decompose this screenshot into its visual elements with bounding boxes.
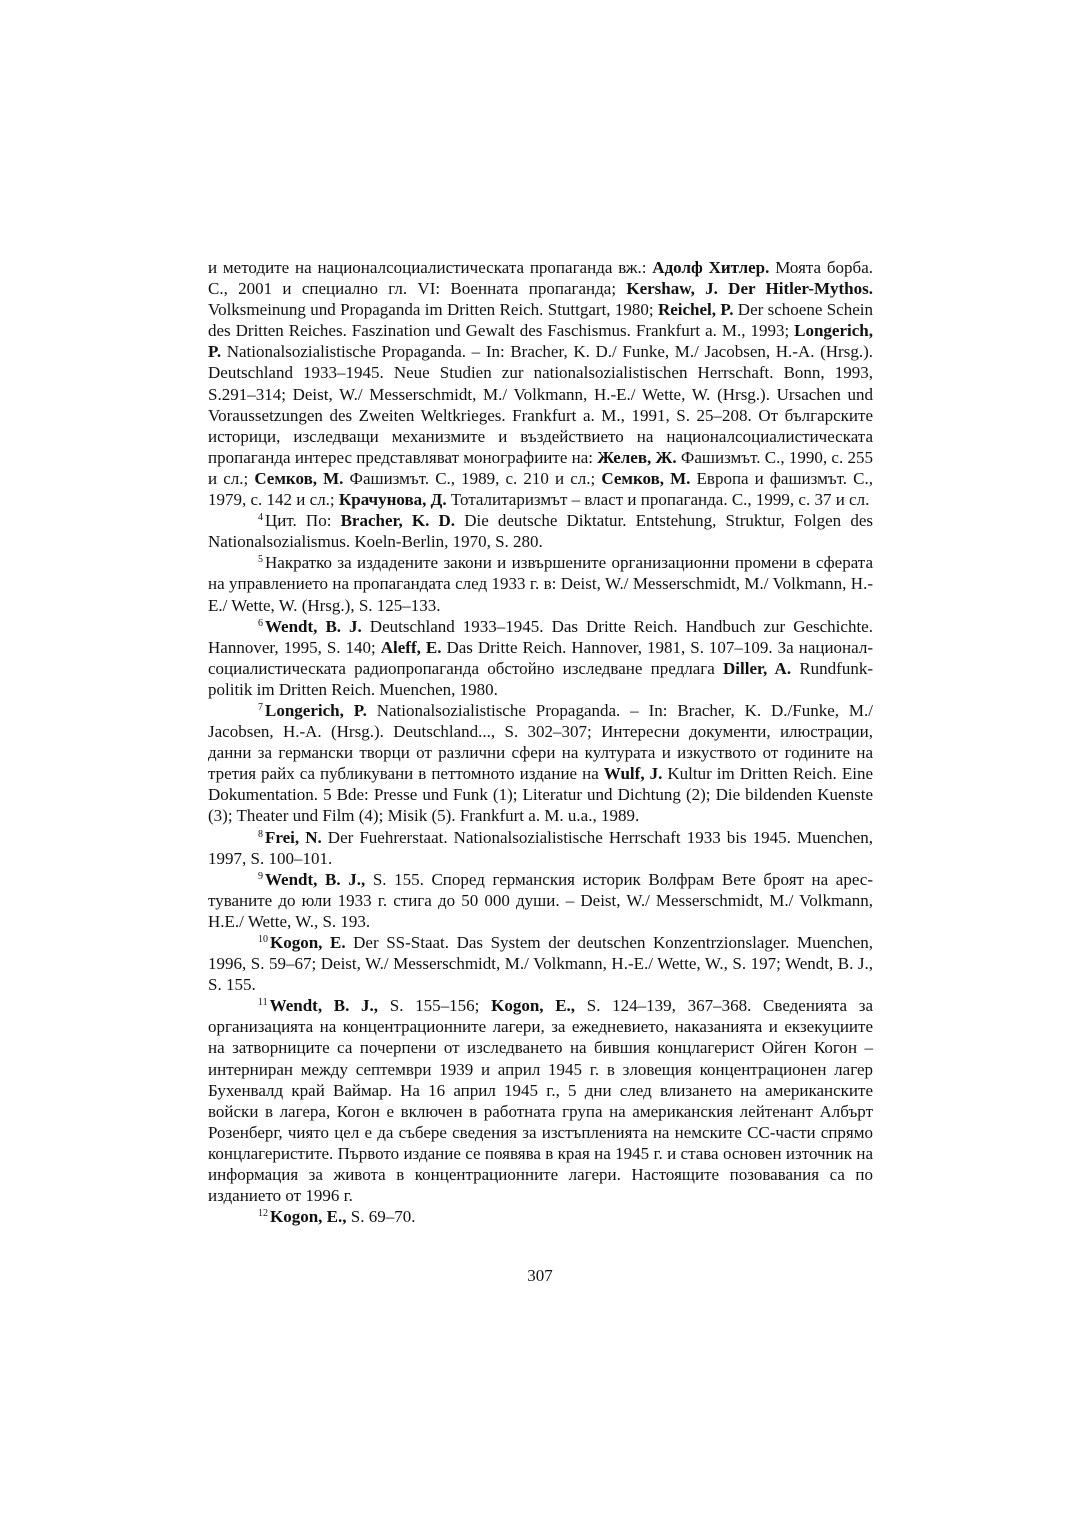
footnote-text: Nationalsozialistische Propaganda. – In: Bracher, K. D./Funke, M./ Jacobsen, H.-A. (Hrsg.). Deutschland..., S. 302–307; Интересни документи, илюстрации, данни за германски творци от различни сфери на културата и изкуството от годините на третия райх са публикувани в петтомното издание на (208, 700, 873, 784)
footnote-number: 12 (258, 1208, 268, 1220)
footnote-12 (208, 1206, 873, 1227)
footnote-text: Тоталитаризмът – власт и пропаганда. С., 1999, с. 37 и сл. (446, 490, 870, 510)
citation-author: Желев, Ж. (597, 447, 677, 467)
footnote-5 (208, 552, 873, 615)
footnote-text: Rundfunk-politik im Dritten Reich. Muenchen, 1980. (208, 658, 873, 699)
footnote-8 (208, 827, 873, 869)
citation-author: Wendt, B. J. (265, 616, 362, 636)
footnote-number: 4 (258, 512, 263, 524)
citation-author: Крачунова, Д. (338, 490, 447, 510)
footnote-number: 9 (258, 870, 263, 882)
citation-author: Адолф Хитлер. (652, 258, 770, 277)
citation-author: Longerich, P. (265, 700, 367, 720)
footnote-text: Европа и фашизмът. С., 1979, с. 142 и сл.; (208, 468, 874, 510)
footnote-text: Der Fuehrerstaat. Nationalsozialistische Herrschaft 1933 bis 1945. Muenchen, 1997, S. 100–101. (208, 827, 873, 868)
footnote-number: 8 (258, 828, 263, 840)
footnote-11 (208, 995, 873, 1206)
footnote-9 (208, 869, 873, 932)
citation-author: Longerich, P. (208, 321, 873, 362)
footnote-text: Kultur im Dritten Reich. Eine Dokumentation. 5 Bde: Presse und Funk (1); Literatur und Dichtung (2); Die bildenden Kuenste (3); Theater und Film (4); Misik (5). Frankfurt a. M. u.a., 1989. (208, 764, 873, 826)
footnote-text: S. 69–70. (346, 1207, 416, 1227)
page-number: 307 (527, 1266, 553, 1285)
footnote-text: и методите на националсоциалистическата пропаганда вж.: (208, 258, 653, 277)
footnote-text: Моята борба. С., 2001 и специално гл. VI: Военната пропаганда; (208, 258, 873, 299)
citation-author: Kogon, E., (270, 1207, 347, 1227)
citation-author: Wulf, J. (603, 764, 663, 784)
citation-author: Семков, М. (601, 468, 691, 488)
footnotes-block (208, 257, 873, 1227)
citation-author: Reichel, P. (657, 300, 734, 320)
citation-author: Wendt, B. J., (269, 996, 379, 1016)
footnote-text: Фашизмът. С., 1989, с. 210 и сл.; (343, 468, 602, 488)
citation-author: Bracher, K. D. (340, 511, 456, 531)
footnote-number: 11 (258, 997, 268, 1009)
footnote-text: Volksmeinung und Propaganda im Dritten Reich. Stuttgart, 1980; (208, 300, 658, 320)
footnote-text: Накратко за издадените закони и извършените организационни промени в сферата на управлението на пропагандата след 1933 г. в: Deist, W./ Messerschmidt, M./ Volkmann, H.-E./ Wette, W. (Hrsg.), S. 125–133. (208, 553, 873, 615)
citation-author: Kogon, E., (491, 996, 576, 1016)
footnote-text: S. 124–139, 367–368. Сведенията за организацията на концентрационните лагери, за ежедневието, наказанията и екзекуциите на затворниците са почерпени от изследването на бившия концлагерист Ойген Когон – интерниран между септември 1939 и април 1945 г. в зловещия концентрационен лагер Бухенвалд край Ваймар. На 16 април 1945 г., 5 дни след влизането на американските войски в лагера, Когон е включен в работната група на американския лейтенант Албърт Розенберг, чиято цел е да събере сведения за изстъпленията на немските СС-части спрямо концлагеристите. Първото издание се появява в края на 1945 г. и става основен източник на информация за живота в концентрационните лагери. Настоящите позовавания са по изданието от 1996 г. (208, 996, 873, 1206)
citation-author: Diller, A. (723, 658, 792, 678)
footnote-number: 10 (258, 934, 268, 945)
footnote-text: Der SS-Staat. Das System der deutschen Konzentrzionslager. Muenchen, 1996, S. 59–67; Deist, W./ Messerschmidt, M./ Volkmann, H.-E./ Wette, W., S. 197; Wendt, B. J., S. 155. (208, 933, 873, 995)
citation-author: Wendt, B. J., (265, 869, 366, 889)
citation-author: Семков, М. (254, 468, 344, 488)
footnote-text: S. 155. Според германския историк Волфрам Вете броят на арес-туваните до юли 1933 г. стига до 50 000 души. – Deist, W./ Messerschmidt, M./ Volkmann, H.E./ Wette, W., S. 193. (208, 869, 873, 931)
citation-author: Aleff, E. (380, 637, 442, 657)
footnote-text: Nationalsozialistische Propaganda. – In: Bracher, K. D./ Funke, M./ Jacobsen, H.-A. (Hrsg.). Deutschland 1933–1945. Neue Studien zur nationalsozialistischen Herrschaft. Bonn, 1993, S.291–314; Deist, W./ Messerschmidt, M./ Volkmann, H.-E./ Wette, W. (Hrsg.). Ursachen und Voraussetzungen des Zweiten Weltkrieges. Frankfurt a. M., 1991, S. 25–208. От българските историци, изследващи механизмите и въздействието на националсоциалистическата пропаганда интерес представляват монографиите на: (208, 342, 873, 467)
footnote-text: Das Dritte Reich. Hannover, 1981, S. 107–109. За национал-социалистическата радиопропаганда обстойно изследване предлага (208, 637, 873, 678)
footnote-text: S. 155–156; (378, 996, 492, 1016)
citation-author: Kershaw, J. Der Hitler-Mythos. (626, 279, 874, 299)
footnote-text: Фашизмът. С., 1990, с. 255 и сл.; (208, 447, 873, 488)
footnote-text: Deutschland 1933–1945. Das Dritte Reich. Handbuch zur Geschichte. Hannover, 1995, S. 140; (208, 616, 873, 657)
footnote-4 (208, 510, 873, 552)
footnote-continuation (208, 257, 873, 510)
footnote-number: 7 (258, 701, 263, 713)
footnote-number: 6 (258, 617, 263, 629)
footnote-text: Die deutsche Diktatur. Entstehung, Struktur, Folgen des Nationalsozialismus. Koeln-Berlin, 1970, S. 280. (208, 511, 873, 552)
footnote-number: 5 (258, 554, 263, 566)
footnote-6 (208, 616, 873, 700)
footnote-text: Цит. По: (265, 511, 341, 531)
citation-author: Frei, N. (265, 827, 322, 847)
footnote-10 (208, 932, 873, 995)
citation-author: Kogon, E. (270, 933, 346, 952)
footnote-text: Der schoene Schein des Dritten Reiches. Faszination und Gewalt des Faschismus. Frankfurt a. M., 1993; (208, 300, 873, 341)
footnote-7 (208, 700, 873, 827)
